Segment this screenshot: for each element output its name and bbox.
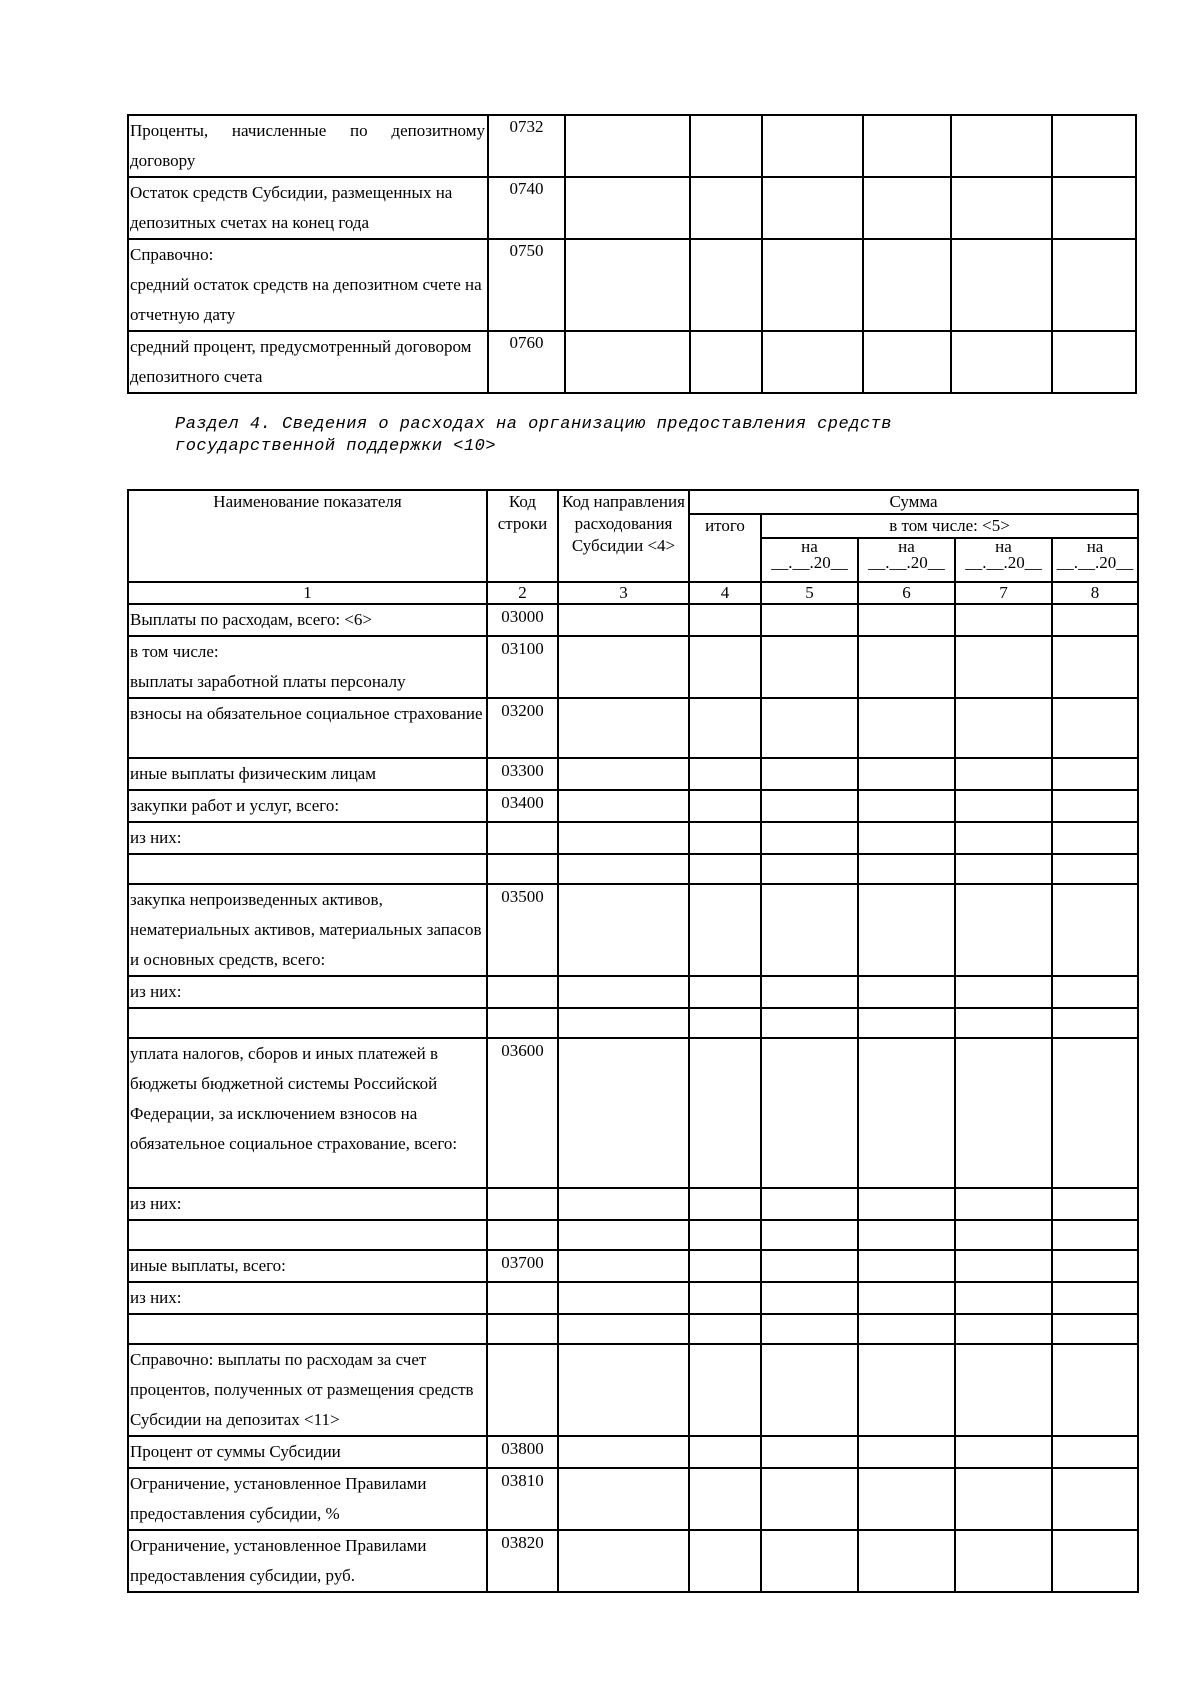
cell[interactable] (689, 698, 761, 758)
row-code: 03820 (487, 1530, 558, 1592)
cell[interactable] (689, 1038, 761, 1188)
row-name: Выплаты по расходам, всего: <6> (128, 604, 487, 636)
row-name: иные выплаты физическим лицам (128, 758, 487, 790)
cell[interactable] (689, 1344, 761, 1436)
cell[interactable] (955, 1038, 1052, 1188)
cell[interactable] (858, 1220, 955, 1250)
cell[interactable] (565, 115, 690, 177)
cell[interactable] (689, 1468, 761, 1530)
row-code: 03200 (487, 698, 558, 758)
cell[interactable] (761, 884, 858, 976)
row-code: 03700 (487, 1250, 558, 1282)
cell[interactable] (761, 1468, 858, 1530)
cell[interactable] (690, 115, 762, 177)
cell[interactable] (858, 1008, 955, 1038)
table-row (128, 758, 1138, 790)
row-code: 03810 (487, 1468, 558, 1530)
cell[interactable] (863, 177, 951, 239)
cell[interactable] (761, 1008, 858, 1038)
table-row (128, 884, 1138, 976)
cell[interactable] (955, 1530, 1052, 1592)
cell[interactable] (689, 1220, 761, 1250)
cell[interactable] (955, 1250, 1052, 1282)
cell[interactable] (1052, 1008, 1138, 1038)
table-row (128, 1250, 1138, 1282)
table-expenses (127, 489, 1139, 1593)
row-name (128, 239, 488, 331)
cell[interactable] (558, 1282, 689, 1314)
column-index: 3 (558, 582, 689, 604)
cell[interactable] (858, 1344, 955, 1436)
cell[interactable] (955, 698, 1052, 758)
cell[interactable] (761, 1250, 858, 1282)
row-code: 03500 (487, 884, 558, 976)
table-row (128, 1038, 1138, 1188)
cell[interactable] (1052, 331, 1136, 393)
cell[interactable] (858, 1250, 955, 1282)
cell[interactable] (558, 1468, 689, 1530)
cell[interactable] (689, 976, 761, 1008)
row-name (128, 1314, 487, 1344)
cell[interactable] (689, 822, 761, 854)
header-sum: Сумма (689, 490, 1138, 514)
cell[interactable] (858, 1468, 955, 1530)
row-name: из них: (128, 976, 487, 1008)
row-name (128, 1008, 487, 1038)
cell[interactable] (689, 1250, 761, 1282)
cell[interactable] (761, 1314, 858, 1344)
row-code: 0740 (488, 177, 565, 239)
row-name: из них: (128, 822, 487, 854)
row-name: средний процент, предусмотренный договором депозитного счета (128, 331, 488, 393)
row-code: 03800 (487, 1436, 558, 1468)
header-date-col5: на __.__.20__ (761, 538, 858, 582)
cell[interactable] (858, 1038, 955, 1188)
cell[interactable] (689, 1188, 761, 1220)
cell[interactable] (858, 790, 955, 822)
row-code: 0750 (488, 239, 565, 331)
cell[interactable] (689, 1530, 761, 1592)
cell[interactable] (558, 976, 689, 1008)
row-code: 0732 (488, 115, 565, 177)
row-code: 03600 (487, 1038, 558, 1188)
cell[interactable] (1052, 884, 1138, 976)
cell[interactable] (762, 177, 863, 239)
cell[interactable] (558, 604, 689, 636)
cell[interactable] (761, 1188, 858, 1220)
cell[interactable] (951, 115, 1052, 177)
cell[interactable] (863, 115, 951, 177)
index-row (128, 582, 1138, 604)
header-including: в том числе: <5> (761, 514, 1138, 538)
cell[interactable] (565, 331, 690, 393)
table-row (128, 239, 1136, 331)
cell[interactable] (1052, 698, 1138, 758)
row-code (487, 1188, 558, 1220)
row-code: 03400 (487, 790, 558, 822)
cell[interactable] (689, 1314, 761, 1344)
row-name (128, 1220, 487, 1250)
cell[interactable] (955, 758, 1052, 790)
row-name-line: средний остаток средств на депозитном счете на отчетную дату (130, 275, 482, 324)
cell[interactable] (1052, 1314, 1138, 1344)
cell[interactable] (558, 1530, 689, 1592)
cell[interactable] (955, 1282, 1052, 1314)
row-code (487, 854, 558, 884)
cell[interactable] (1052, 822, 1138, 854)
table-row (128, 331, 1136, 393)
header-code-row: Код строки (487, 490, 558, 582)
header-date-col8: на __.__.20__ (1052, 538, 1138, 582)
cell[interactable] (761, 1436, 858, 1468)
cell[interactable] (858, 698, 955, 758)
cell[interactable] (558, 636, 689, 698)
cell[interactable] (1052, 758, 1138, 790)
table-row (128, 1282, 1138, 1314)
cell[interactable] (762, 239, 863, 331)
cell[interactable] (955, 1436, 1052, 1468)
cell[interactable] (558, 1314, 689, 1344)
section-heading-line: государственной поддержки <10> (175, 437, 497, 456)
column-index: 8 (1052, 582, 1138, 604)
row-name: Остаток средств Субсидии, размещенных на депозитных счетах на конец года (128, 177, 488, 239)
row-name-line: в том числе: (130, 642, 219, 661)
row-name: Ограничение, установленное Правилами предоставления субсидии, руб. (128, 1530, 487, 1592)
row-name: Процент от суммы Субсидии (128, 1436, 487, 1468)
cell[interactable] (1052, 854, 1138, 884)
cell[interactable] (690, 331, 762, 393)
cell[interactable] (1052, 1038, 1138, 1188)
cell[interactable] (761, 822, 858, 854)
row-code: 0760 (488, 331, 565, 393)
cell[interactable] (955, 1314, 1052, 1344)
cell[interactable] (863, 331, 951, 393)
cell[interactable] (1052, 790, 1138, 822)
cell[interactable] (858, 1530, 955, 1592)
row-code (487, 1344, 558, 1436)
cell[interactable] (689, 854, 761, 884)
cell[interactable] (1052, 239, 1136, 331)
cell[interactable] (558, 1220, 689, 1250)
cell[interactable] (761, 1530, 858, 1592)
cell[interactable] (858, 1282, 955, 1314)
cell[interactable] (955, 1468, 1052, 1530)
cell[interactable] (955, 854, 1052, 884)
cell[interactable] (858, 1188, 955, 1220)
cell[interactable] (558, 884, 689, 976)
cell[interactable] (951, 239, 1052, 331)
cell[interactable] (690, 177, 762, 239)
cell[interactable] (955, 636, 1052, 698)
cell[interactable] (1052, 1220, 1138, 1250)
table-deposit-interest (127, 114, 1137, 394)
cell[interactable] (1052, 636, 1138, 698)
table-row (128, 1314, 1138, 1344)
column-index: 1 (128, 582, 487, 604)
cell[interactable] (761, 976, 858, 1008)
cell[interactable] (761, 604, 858, 636)
row-code (487, 976, 558, 1008)
table-row (128, 1436, 1138, 1468)
cell[interactable] (689, 1282, 761, 1314)
table-row (128, 822, 1138, 854)
cell[interactable] (761, 1220, 858, 1250)
row-name: закупка непроизведенных активов, нематериальных активов, материальных запасов и основных средств, всего: (128, 884, 487, 976)
cell[interactable] (1052, 1282, 1138, 1314)
cell[interactable] (690, 239, 762, 331)
cell[interactable] (955, 1344, 1052, 1436)
table-row (128, 1008, 1138, 1038)
cell[interactable] (689, 1008, 761, 1038)
row-code: 03300 (487, 758, 558, 790)
cell[interactable] (858, 822, 955, 854)
cell[interactable] (761, 854, 858, 884)
cell[interactable] (761, 758, 858, 790)
row-name: из них: (128, 1188, 487, 1220)
cell[interactable] (558, 1038, 689, 1188)
row-code (487, 1220, 558, 1250)
cell[interactable] (689, 604, 761, 636)
cell[interactable] (761, 790, 858, 822)
cell[interactable] (558, 1008, 689, 1038)
table-row (128, 115, 1136, 177)
cell[interactable] (1052, 1468, 1138, 1530)
cell[interactable] (858, 758, 955, 790)
header-code-direction: Код направления расходования Субсидии <4> (558, 490, 689, 582)
table-row (128, 976, 1138, 1008)
table-row (128, 1188, 1138, 1220)
table-row (128, 854, 1138, 884)
cell[interactable] (955, 884, 1052, 976)
cell[interactable] (558, 1436, 689, 1468)
row-name: взносы на обязательное социальное страхование (128, 698, 487, 758)
cell[interactable] (1052, 1344, 1138, 1436)
cell[interactable] (558, 790, 689, 822)
table-row (128, 604, 1138, 636)
cell[interactable] (858, 976, 955, 1008)
cell[interactable] (1052, 1250, 1138, 1282)
column-index: 6 (858, 582, 955, 604)
cell[interactable] (1052, 604, 1138, 636)
row-name-line: выплаты заработной платы персоналу (130, 672, 406, 691)
cell[interactable] (1052, 1188, 1138, 1220)
cell[interactable] (558, 758, 689, 790)
cell[interactable] (689, 884, 761, 976)
table-row (128, 636, 1138, 698)
table-row (128, 790, 1138, 822)
cell[interactable] (761, 1282, 858, 1314)
cell[interactable] (761, 1038, 858, 1188)
cell[interactable] (955, 790, 1052, 822)
cell[interactable] (858, 604, 955, 636)
row-code (487, 1282, 558, 1314)
cell[interactable] (689, 1436, 761, 1468)
cell[interactable] (558, 822, 689, 854)
table-row (128, 698, 1138, 758)
cell[interactable] (565, 177, 690, 239)
cell[interactable] (1052, 115, 1136, 177)
header-name: Наименование показателя (128, 490, 487, 582)
cell[interactable] (565, 239, 690, 331)
cell[interactable] (761, 1344, 858, 1436)
cell[interactable] (955, 1220, 1052, 1250)
cell[interactable] (558, 854, 689, 884)
row-name (128, 854, 487, 884)
cell[interactable] (858, 1436, 955, 1468)
table-row (128, 1220, 1138, 1250)
table-row (128, 177, 1136, 239)
table-row (128, 1530, 1138, 1592)
row-name (128, 636, 487, 698)
row-name: Справочно: выплаты по расходам за счет процентов, полученных от размещения средств Субсидии на депозитах <11> (128, 1344, 487, 1436)
column-index: 7 (955, 582, 1052, 604)
table-row (128, 1468, 1138, 1530)
cell[interactable] (558, 1188, 689, 1220)
cell[interactable] (858, 884, 955, 976)
cell[interactable] (955, 822, 1052, 854)
row-name: уплата налогов, сборов и иных платежей в бюджеты бюджетной системы Российской Федерации, за исключением взносов на обязательное социальное страхование, всего: (128, 1038, 487, 1188)
cell[interactable] (955, 1008, 1052, 1038)
cell[interactable] (761, 636, 858, 698)
cell[interactable] (951, 331, 1052, 393)
column-index: 4 (689, 582, 761, 604)
row-name: закупки работ и услуг, всего: (128, 790, 487, 822)
cell[interactable] (1052, 1530, 1138, 1592)
header-total: итого (689, 514, 761, 582)
row-code: 03100 (487, 636, 558, 698)
cell[interactable] (863, 239, 951, 331)
section-heading (175, 414, 1135, 458)
cell[interactable] (858, 636, 955, 698)
cell[interactable] (558, 1344, 689, 1436)
header-date-col6: на __.__.20__ (858, 538, 955, 582)
table-row (128, 1344, 1138, 1436)
header-row (128, 490, 1138, 514)
cell[interactable] (1052, 177, 1136, 239)
cell[interactable] (762, 115, 863, 177)
column-index: 2 (487, 582, 558, 604)
row-name: из них: (128, 1282, 487, 1314)
cell[interactable] (858, 854, 955, 884)
cell[interactable] (955, 976, 1052, 1008)
cell[interactable] (951, 177, 1052, 239)
row-name: иные выплаты, всего: (128, 1250, 487, 1282)
row-code (487, 822, 558, 854)
cell[interactable] (689, 790, 761, 822)
row-code: 03000 (487, 604, 558, 636)
cell[interactable] (955, 604, 1052, 636)
cell[interactable] (1052, 1436, 1138, 1468)
cell[interactable] (689, 636, 761, 698)
row-name-line: Справочно: (130, 245, 214, 264)
cell[interactable] (558, 1250, 689, 1282)
cell[interactable] (762, 331, 863, 393)
cell[interactable] (689, 758, 761, 790)
cell[interactable] (955, 1188, 1052, 1220)
row-code (487, 1008, 558, 1038)
row-name: Ограничение, установленное Правилами предоставления субсидии, % (128, 1468, 487, 1530)
row-name: Проценты, начисленные по депозитному договору (128, 115, 488, 177)
section-heading-line: Раздел 4. Сведения о расходах на организацию предоставления средств (175, 415, 893, 434)
cell[interactable] (858, 1314, 955, 1344)
cell[interactable] (761, 698, 858, 758)
column-index: 5 (761, 582, 858, 604)
cell[interactable] (558, 698, 689, 758)
row-code (487, 1314, 558, 1344)
cell[interactable] (1052, 976, 1138, 1008)
header-date-col7: на __.__.20__ (955, 538, 1052, 582)
